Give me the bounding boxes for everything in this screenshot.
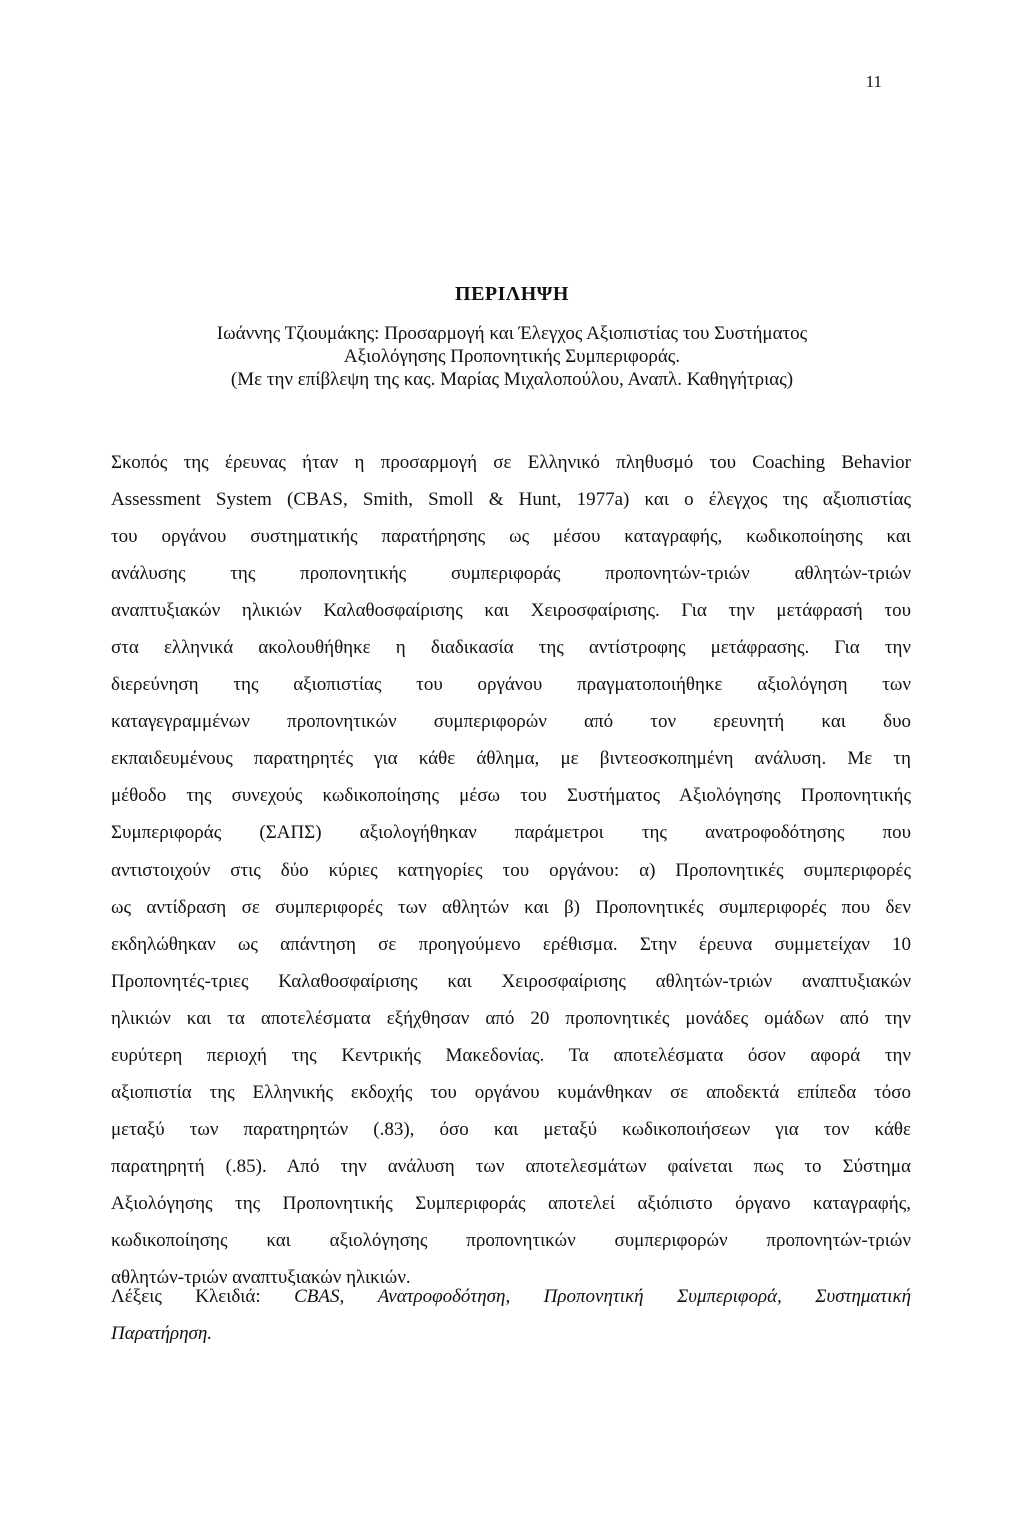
abstract-line: ως αντίδραση σε συμπεριφορές των αθλητών και β) Προπονητικές συμπεριφορές που δεν <box>111 896 911 918</box>
abstract-line: αθλητών-τριών αναπτυξιακών ηλικιών. <box>111 1267 411 1289</box>
abstract-line: Σκοπός της έρευνας ήταν η προσαρμογή σε Ελληνικό πληθυσμό του Coaching Behavior <box>111 452 911 473</box>
abstract-line: αντιστοιχούν στις δύο κύριες κατηγορίες του οργάνου: α) Προπονητικές συμπεριφορές <box>111 859 911 881</box>
abstract-line: κωδικοποίησης και αξιολόγησης προπονητικών συμπεριφορών προπονητών-τριών <box>111 1229 911 1251</box>
keywords-line-2 <box>111 1315 911 1352</box>
abstract-heading: ΠΕΡΙΛΗΨΗ <box>455 283 569 305</box>
author-title-line-2: Αξιολόγησης Προπονητικής Συμπεριφοράς. <box>343 346 681 367</box>
abstract-line: Assessment System (CBAS, Smith, Smoll & Hunt, 1977a) και ο έλεγχος της αξιοπιστίας <box>111 489 911 511</box>
abstract-line: μεταξύ των παρατηρητών (.83), όσο και μεταξύ κωδικοποιήσεων για τον κάθε <box>111 1118 911 1140</box>
keywords-label: Λέξεις Κλειδιά: <box>111 1286 295 1307</box>
page-number: 11 <box>865 72 882 91</box>
keywords-values-2: Παρατήρηση. <box>111 1323 213 1344</box>
abstract-line: παρατηρητή (.85). Από την ανάλυση των αποτελεσμάτων φαίνεται πως το Σύστημα <box>111 1155 911 1177</box>
abstract-line: μέθοδο της συνεχούς κωδικοποίησης μέσω του Συστήματος Αξιολόγησης Προπονητικής <box>111 785 911 807</box>
abstract-line: Προπονητές-τριες Καλαθοσφαίρισης και Χειροσφαίρισης αθλητών-τριών αναπτυξιακών <box>111 970 911 992</box>
abstract-line: του οργάνου συστηματικής παρατήρησης ως μέσου καταγραφής, κωδικοποίησης και <box>111 526 911 548</box>
abstract-line: ευρύτερη περιοχή της Κεντρικής Μακεδονίας. Τα αποτελέσματα όσον αφορά την <box>111 1044 911 1066</box>
supervisor-line: (Με την επίβλεψη της κας. Μαρίας Μιχαλοπούλου, Αναπλ. Καθηγήτριας) <box>230 369 794 390</box>
abstract-line: ηλικιών και τα αποτελέσματα εξήχθησαν από 20 προπονητικές μονάδες ομάδων από την <box>111 1007 911 1029</box>
abstract-line: αξιοπιστία της Ελληνικής εκδοχής του οργάνου κυμάνθηκαν σε αποδεκτά επίπεδα τόσο <box>111 1081 911 1103</box>
author-title-line-1: Ιωάννης Τζιουμάκης: Προσαρμογή και Έλεγχος Αξιοπιστίας του Συστήματος <box>216 323 808 344</box>
abstract-line: αναπτυξιακών ηλικιών Καλαθοσφαίρισης και Χειροσφαίρισης. Για την μετάφρασή του <box>111 600 911 622</box>
abstract-line: εκπαιδευμένους παρατηρητές για κάθε άθλημα, με βιντεοσκοπημένη ανάλυση. Με τη <box>111 748 911 770</box>
abstract-line: ανάλυσης της προπονητικής συμπεριφοράς προπονητών-τριών αθλητών-τριών <box>111 563 911 585</box>
abstract-line: καταγεγραμμένων προπονητικών συμπεριφορών από τον ερευνητή και δυο <box>111 711 911 733</box>
keywords-line-1 <box>111 1278 911 1315</box>
abstract-line: εκδηλώθηκαν ως απάντηση σε προηγούμενο ερέθισμα. Στην έρευνα συμμετείχαν 10 <box>111 933 911 955</box>
keywords-values-1: CBAS, Ανατροφοδότηση, Προπονητική Συμπεριφορά, Συστηματική <box>294 1286 911 1307</box>
abstract-line: Αξιολόγησης της Προπονητικής Συμπεριφοράς αποτελεί αξιόπιστο όργανο καταγραφής, <box>111 1192 911 1214</box>
abstract-line: στα ελληνικά ακολουθήθηκε η διαδικασία της αντίστροφης μετάφρασης. Για την <box>111 637 911 659</box>
abstract-subtitle <box>0 322 1024 391</box>
abstract-line: Συμπεριφοράς (ΣΑΠΣ) αξιολογήθηκαν παράμετροι της ανατροφοδότησης που <box>111 822 911 844</box>
keywords-block <box>111 1278 911 1352</box>
abstract-body <box>111 444 911 1296</box>
abstract-line: διερεύνηση της αξιοπιστίας του οργάνου πραγματοποιήθηκε αξιολόγηση των <box>111 674 911 696</box>
